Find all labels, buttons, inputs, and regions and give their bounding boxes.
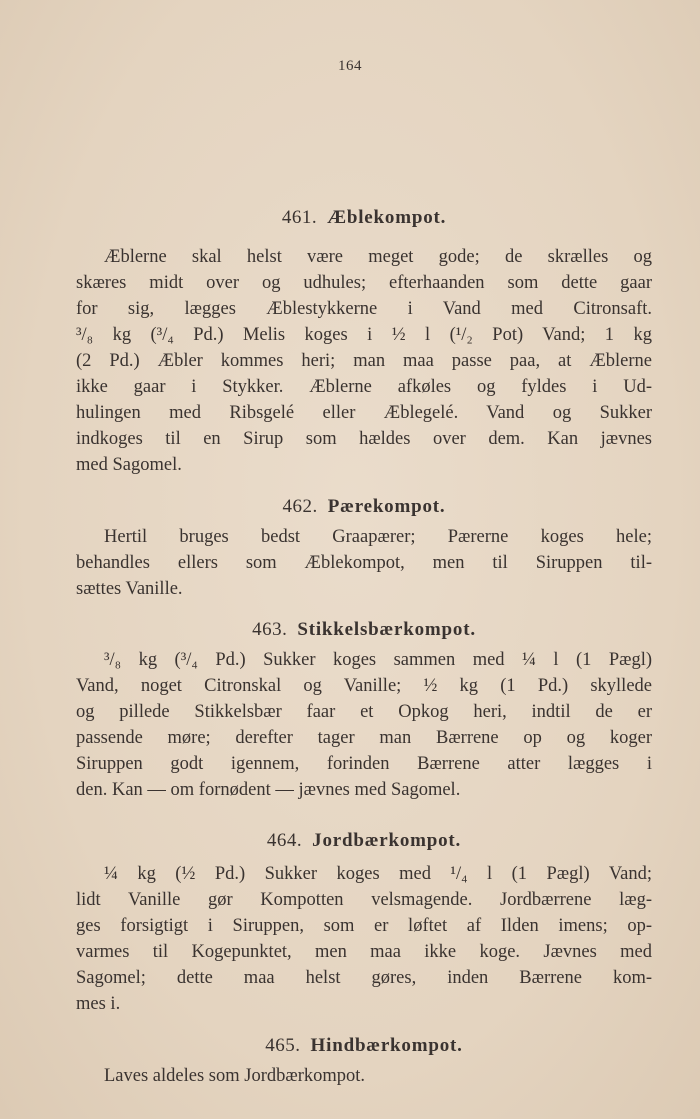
recipe-body-464	[76, 861, 652, 1017]
text-line: ¼ kg (½ Pd.) Sukker koges med ¹/₄ l (1 Pægl) Vand;	[104, 864, 652, 884]
text-line: Siruppen godt igennem, forinden Bærrene atter lægges i	[76, 754, 652, 774]
text-line: og pillede Stikkelsbær faar et Opkog heri, indtil de er	[76, 702, 652, 722]
text-line: ³/₈ kg (³/₄ Pd.) Melis koges i ½ l (¹/₂ Pot) Vand; 1 kg	[76, 325, 652, 345]
recipe-number: 464.	[266, 830, 303, 851]
text-line: varmes til Kogepunktet, men maa ikke koge. Jævnes med	[76, 942, 652, 962]
recipe-body-461	[76, 244, 652, 478]
text-line: hulingen med Ribsgelé eller Æblegelé. Vand og Sukker	[76, 403, 652, 423]
recipe-heading-465	[76, 1033, 652, 1059]
text-line: Vand, noget Citronskal og Vanille; ½ kg (1 Pd.) skyllede	[76, 676, 652, 696]
recipe-heading-464	[76, 828, 652, 854]
text-line: passende møre; derefter tager man Bærrene op og koger	[76, 728, 652, 748]
text-line: ges forsigtigt i Siruppen, som er løftet af Ilden imens; op-	[76, 916, 652, 936]
text-line: ³/₈ kg (³/₄ Pd.) Sukker koges sammen med ¼ l (1 Pægl)	[104, 650, 652, 670]
text-line: den. Kan — om fornødent — jævnes med Sagomel.	[76, 780, 461, 800]
recipe-title: Hindbærkompot.	[310, 1035, 463, 1056]
text-line: skæres midt over og udhules; efterhaanden som dette gaar	[76, 273, 652, 293]
recipe-heading-463	[76, 617, 652, 643]
text-line: sættes Vanille.	[76, 579, 183, 599]
text-line: Æblerne skal helst være meget gode; de skrælles og	[104, 247, 652, 267]
text-line: indkoges til en Sirup som hældes over dem. Kan jævnes	[76, 429, 652, 449]
recipe-body-463	[76, 647, 652, 803]
text-line: ikke gaar i Stykker. Æblerne afkøles og fyldes i Ud-	[76, 377, 652, 397]
text-line: (2 Pd.) Æbler kommes heri; man maa passe paa, at Æblerne	[76, 351, 652, 371]
recipe-number: 461.	[281, 207, 318, 228]
recipe-title: Jordbærkompot.	[312, 830, 462, 851]
recipe-title: Stikkelsbærkompot.	[297, 619, 476, 640]
recipe-body-462	[76, 524, 652, 602]
recipe-number: 465.	[265, 1035, 301, 1056]
recipe-heading-462	[76, 494, 652, 520]
recipe-body-465	[76, 1063, 652, 1089]
text-line: lidt Vanille gør Kompotten velsmagende. Jordbærrene læg-	[76, 890, 652, 910]
recipe-heading-461	[76, 205, 652, 231]
text-line: Laves aldeles som Jordbærkompot.	[104, 1066, 366, 1086]
recipe-number: 462.	[282, 496, 318, 517]
text-line: mes i.	[76, 994, 121, 1014]
text-line: Sagomel; dette maa helst gøres, inden Bærrene kom-	[76, 968, 652, 988]
recipe-title: Æblekompot.	[327, 207, 447, 228]
recipe-number: 463.	[252, 619, 288, 640]
recipe-title: Pærekompot.	[327, 496, 446, 517]
page-number: 164	[338, 58, 362, 74]
text-line: for sig, lægges Æblestykkerne i Vand med Citronsaft.	[76, 299, 652, 319]
text-line: med Sagomel.	[76, 455, 182, 475]
text-line: behandles ellers som Æblekompot, men til Siruppen til-	[76, 553, 652, 573]
text-line: Hertil bruges bedst Graapærer; Pærerne koges hele;	[104, 527, 652, 547]
